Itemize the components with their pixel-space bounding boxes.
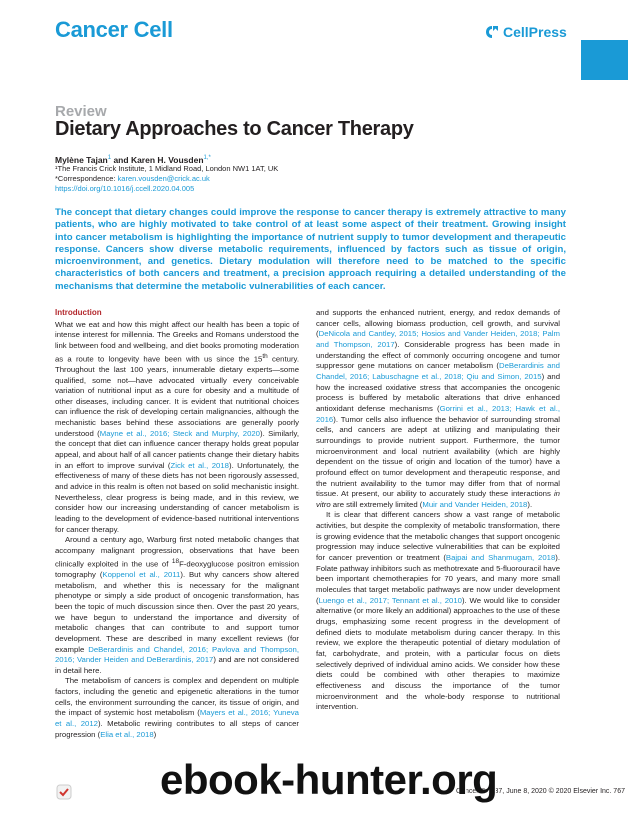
citation-link[interactable]: DeNicola and Cantley, 2015; Hosios and Vander Heiden, 2018; Palm and Thompson, 2017 (316, 329, 560, 349)
correspondence (55, 174, 278, 184)
article-title: Dietary Approaches to Cancer Therapy (55, 118, 414, 140)
citation-link[interactable]: Muir and Vander Heiden, 2018 (422, 499, 528, 509)
paragraph-3 (55, 676, 299, 740)
text: ). But why cancers show altered metabolism, and whether this is necessary for the malignant phenotype or simply a side product of oncogenic transformation, has been the topic of much discussion since then. Over the past 20 years, we have begun to understand the importance and diversity of metabolic changes that can contribute to and support tumor development. These are described in many excellent reviews (for example (55, 569, 299, 654)
text: Around a century ago, Warburg first noted metabolic changes that accompany malignant progression, observations that have been clinically exploited in the use of (55, 535, 299, 569)
citation-link[interactable]: DeBerardinis and Chandel, 2016; Labuschagne et al., 2018; Qiu and Simon, 2015 (316, 361, 560, 381)
citation-link[interactable]: Luengo et al., 2017; Tennant et al., 2010 (318, 595, 462, 605)
text: ). Tumor cells also influence the behavior of surrounding stromal cells, and cancers are adept at utilizing and manipulating their surroundings to provide nutrient support. Furthermore, the tumor microenvironment and local nutrient availability (which are highly dependent on the tissue of origin and location of the tumor) have a profound effect on tumor development and therapeutic response, and the nutrient availability to the tumor may differ from that of normal tissue. At present, our ability to accurately study these interactions (316, 414, 560, 499)
author-2-sup: 1,* (203, 155, 211, 161)
publisher-name: CellPress (503, 24, 567, 40)
watermark: ebook-hunter.org (160, 756, 498, 803)
italic-text: in vitro (316, 489, 560, 509)
citation-link[interactable]: Zick et al., 2018 (170, 460, 229, 470)
citation-link[interactable]: Bajpai and Shanmugam, 2018 (445, 553, 556, 563)
text: ). Unfortunately, the effectiveness of many of these diets has not been rigorously assessed, and advice in this realm is often not based on solid mechanistic insight. Nevertheless, clear progress is being made, and in this review, we consider how our increasing understanding of cancer metabolism is leading to the development of evidence-based nutritional interventions for cancer therapy. (55, 460, 299, 534)
doi-link[interactable]: https://doi.org/10.1016/j.ccell.2020.04.005 (55, 184, 195, 193)
author-1-sup: 1 (107, 155, 112, 161)
citation-link[interactable]: Mayers et al., 2016; Yuneva et al., 2012 (55, 708, 299, 729)
text: ). We would like to consider alternative (or more likely an additional) approaches to the use of these drugs, emphasizing some recent progress in the development of defined diets to modulate metabolism during cancer therapy. In this review, we explore the therapeutic potential of dietary modulation of fat, carbohydrate, and protein, with a particular focus on diets selectively deprived of individual amino acids. We consider how these diets could be combined with other therapies to maximize effectiveness and discuss the importance of the tumor microenvironment and the whole-body response to nutritional intervention. (316, 595, 560, 712)
text: What we eat and how this might affect our health has been a topic of intense interest for millennia. The Greeks and Romans understood the link between food and wellbeing, and diet books promoting moderation as a route to longevity have been with us since the 15 (55, 319, 299, 364)
text: ). Considerable progress has been made in understanding the effect of commonly occurring oncogene and tumor suppressor gene mutations on cancer metabolism ( (316, 339, 560, 371)
cellpress-logo-icon (485, 25, 499, 39)
section-heading: Introduction (55, 308, 102, 317)
check-for-updates-icon[interactable] (56, 784, 72, 800)
text: ). (527, 499, 533, 509)
author-1: Mylène Tajan (55, 154, 108, 165)
text: ). Similarly, the concept that diet can influence cancer therapy holds great popular appeal, and about half of all cancer patients change their dietary habits in an effort to improve survival ( (55, 428, 299, 470)
text: F-deoxyglucose positron emission tomography ( (55, 559, 300, 579)
body-column-left (55, 308, 299, 740)
publisher-logo[interactable] (485, 24, 567, 40)
affiliation: ¹The Francis Crick Institute, 1 Midland Road, London NW1 1AT, UK (55, 164, 279, 173)
citation-link[interactable]: Gorrini et al., 2013; Hawk et al., 2016 (316, 403, 560, 424)
text: ). Folate pathway inhibitors such as methotrexate and 5-fluorouracil have been important chemotherapies for 70 years, and many more small molecules that target metabolic pathways are now under development ( (316, 553, 560, 605)
article-type: Review (55, 103, 107, 120)
page-footer: Cancer Cell 37, June 8, 2020 © 2020 Elsevier Inc. 767 (456, 788, 625, 795)
superscript: 18 (171, 557, 180, 565)
text: It is clear that different cancers show a vast range of metabolic activities, but despite the complexity of metabolic transformation, there is growing evidence that the metabolic changes that support oncogenic progression may induce selective vulnerabilities that can be exploited for cancer prevention or treatment ( (316, 510, 560, 563)
correspondence-email-link[interactable]: karen.vousden@crick.ac.uk (117, 174, 210, 183)
author-and: and (111, 154, 131, 165)
text: ). Metabolic rewiring contributes to all steps of cancer progression ( (55, 719, 299, 739)
citation-link[interactable]: DeBerardinis and Chandel, 2016; Pavlova and Thompson, 2016; Vander Heiden and DeBerardinis, 2017 (55, 644, 299, 665)
paragraph-4 (316, 308, 560, 510)
journal-title: Cancer Cell (55, 17, 173, 42)
correspondence-label: *Correspondence: (55, 174, 118, 183)
citation-link[interactable]: Koppenol et al., 2011 (102, 569, 181, 579)
text: ) and how the increased oxidative stress that accompanies the oncogenic process is buffered by metabolic alterations that drive enhanced antioxidant defense mechanisms ( (316, 371, 561, 413)
article-meta (55, 164, 278, 194)
paragraph-5 (316, 510, 560, 712)
citation-link[interactable]: Mayne et al., 2016; Steck and Murphy, 2020 (99, 428, 260, 438)
body-column-right (316, 308, 560, 713)
citation-link[interactable]: Elia et al., 2018 (100, 729, 154, 739)
text: are still extremely limited ( (330, 499, 423, 509)
paragraph-2 (55, 535, 299, 676)
text: ) and are not considered in detail here. (55, 655, 299, 675)
abstract: The concept that dietary changes could improve the response to cancer therapy is extremely attractive to many patients, who are highly motivated to take control of at least some aspect of their treatment. Growing insight into cancer metabolism is highlighting the importance of nutrient supply to tumor development and therapeutic response. Cancers show diverse metabolic requirements, influenced by factors such as tissue of origin, microenvironment, and genetics. Dietary modulation will therefore need to be matched to the specific characteristics of both cancers and treatment, a precision approach requiring a detailed understanding of the mechanisms that determine the metabolic vulnerabilities of each cancer. (55, 207, 566, 292)
superscript: th (262, 352, 268, 360)
text: and supports the enhanced nutrient, energy, and redox demands of cancer cells, allowing biomass production, cell growth, and survival ( (316, 308, 560, 339)
text: The metabolism of cancers is complex and dependent on multiple factors, including the genetic and epigenetic alterations in the tumor cells, the environment surrounding the cancer, its tissue of origin, and the impact of systemic host metabolism ( (55, 676, 299, 718)
text: ) (153, 729, 157, 739)
author-2: Karen H. Vousden (130, 154, 204, 165)
text: century. Throughout the last 100 years, innumerable dietary experts—some qualified, some not—have advocated virtually every conceivable variation of nutritional input as a cure for obesity and a multitude of other diseases, including cancer. It is evident that nutritional choices can influence the risk of developing certain malignancies, although the mechanistic bases behind these associations are generally poorly understood ( (55, 354, 299, 438)
corner-tab (581, 40, 628, 80)
paragraph-1 (55, 320, 299, 536)
